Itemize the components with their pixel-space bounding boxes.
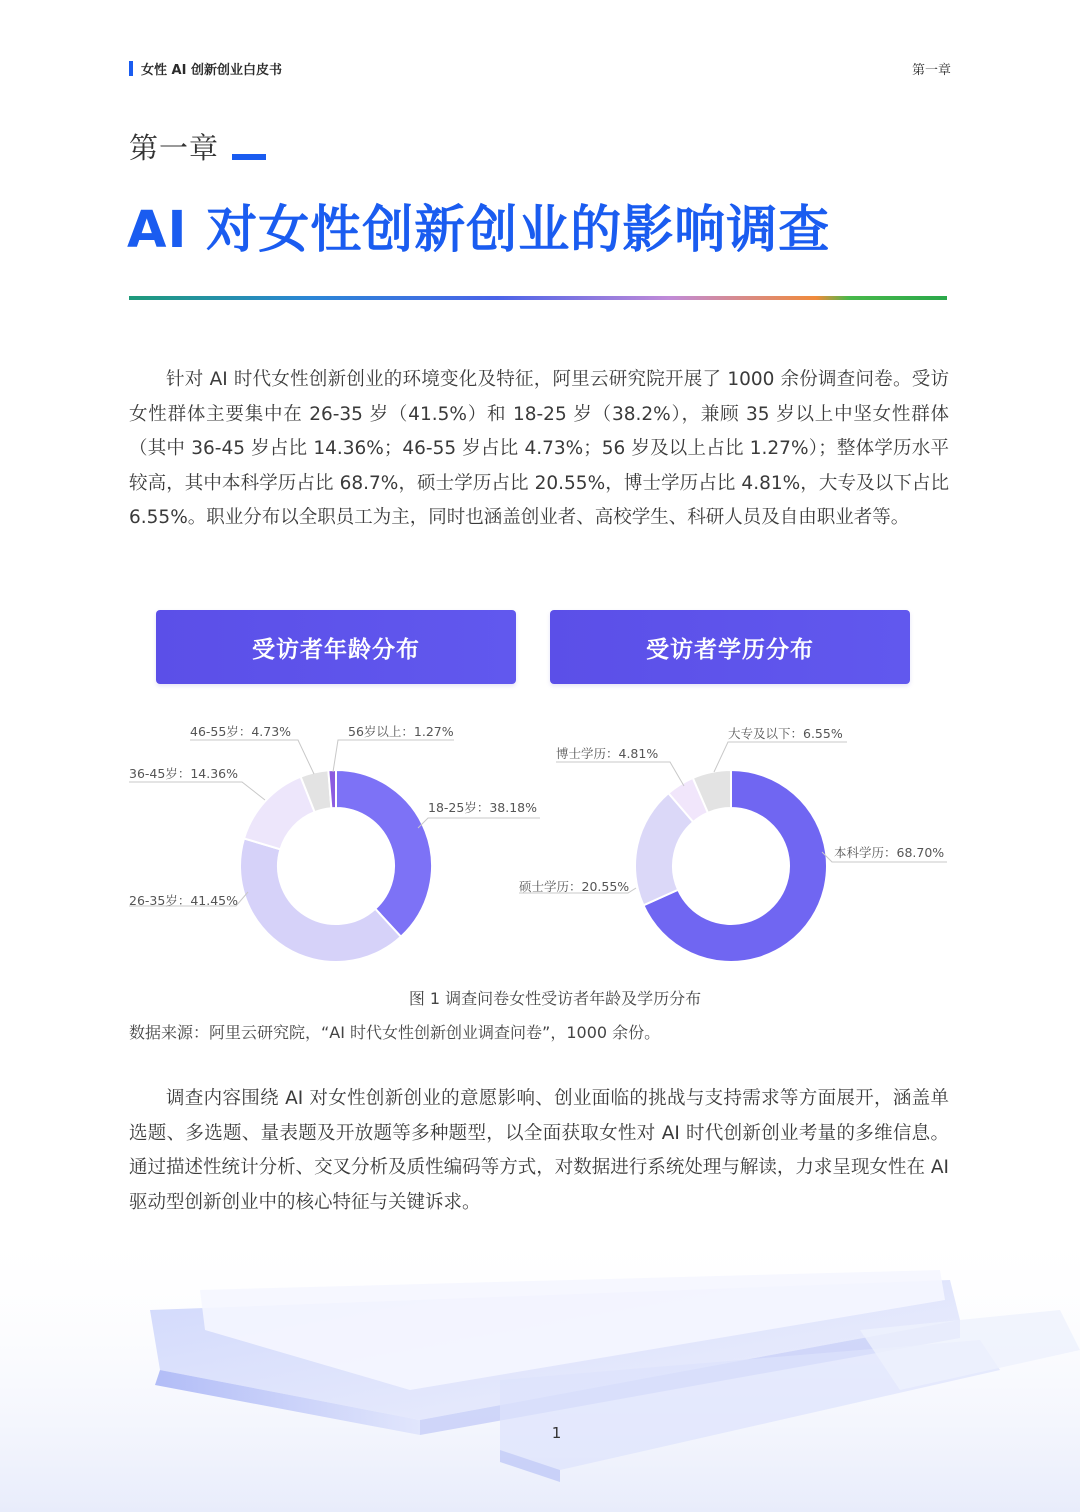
leader-line <box>556 762 684 786</box>
intro-paragraph <box>129 363 949 536</box>
slice-label: 36-45岁：14.36% <box>129 766 238 781</box>
slice-label: 本科学历：68.70% <box>834 845 945 860</box>
slice-label: 26-35岁：41.45% <box>129 893 238 908</box>
age-donut-chart <box>129 724 540 962</box>
gradient-rule <box>129 296 947 300</box>
page-number: 1 <box>551 1424 562 1442</box>
chapter-dash <box>232 154 266 160</box>
slice-label: 18-25岁：38.18% <box>428 800 537 815</box>
slice-label: 硕士学历：20.55% <box>519 879 630 894</box>
slice-label: 46-55岁：4.73% <box>190 724 292 739</box>
page-title: AI 对女性创新创业的影响调查 <box>127 201 831 260</box>
age-chart-title: 受访者年龄分布 <box>156 610 516 684</box>
leader-line <box>129 782 265 800</box>
leader-line <box>333 740 454 772</box>
education-chart-title: 受访者学历分布 <box>550 610 910 684</box>
figure-caption: 图 1 调查问卷女性受访者年龄及学历分布 <box>408 989 702 1008</box>
chapter-label: 第一章 <box>129 131 220 165</box>
slice-label: 56岁以上：1.27% <box>348 724 454 739</box>
slice-label: 博士学历：4.81% <box>556 746 659 761</box>
page-header <box>129 58 951 80</box>
method-paragraph-text: 调查内容围绕 AI 对女性创新创业的意愿影响、创业面临的挑战与支持需求等方面展开，涵盖单选题、多选题、量表题及开放题等多种题型，以全面获取女性对 AI 时代创新创业考量的多维信息。通过描述性统计分析、交叉分析及质性编码等方式，对数据进行系统处理与解读，力求呈现女性在 AI 驱动型创新创业中的核心特征与关键诉求。 <box>129 1088 949 1213</box>
decorative-glass-illustration <box>0 1220 1080 1512</box>
intro-paragraph-text: 针对 AI 时代女性创新创业的环境变化及特征，阿里云研究院开展了 1000 余份调查问卷。受访女性群体主要集中在 26-35 岁（41.5%）和 18-25 岁（38.2%），兼顾 35 岁以上中坚女性群体（其中 36-45 岁占比 14.36%；46-55 岁占比 4.73%；56 岁及以上占比 1.27%）；整体学历水平较高，其中本科学历占比 68.7%，硕士学历占比 20.55%，博士学历占比 4.81%，大专及以下占比 6.55%。职业分布以全职员工为主，同时也涵盖创业者、高校学生、科研人员及自由职业者等。 <box>129 369 949 528</box>
header-doc-title: 女性 AI 创新创业白皮书 <box>141 63 282 78</box>
data-source: 数据来源：阿里云研究院，“AI 时代女性创新创业调查问卷”，1000 余份。 <box>129 1023 661 1042</box>
header-chapter: 第一章 <box>911 63 951 78</box>
leader-line <box>418 818 540 828</box>
donut-charts <box>0 700 1080 980</box>
leader-line <box>714 742 847 772</box>
education-donut-chart <box>519 726 947 962</box>
method-paragraph <box>129 1082 949 1220</box>
donut-slice <box>336 770 432 937</box>
donut-slice <box>240 838 401 962</box>
header-accent-bar <box>129 61 133 76</box>
slice-label: 大专及以下：6.55% <box>728 726 843 741</box>
